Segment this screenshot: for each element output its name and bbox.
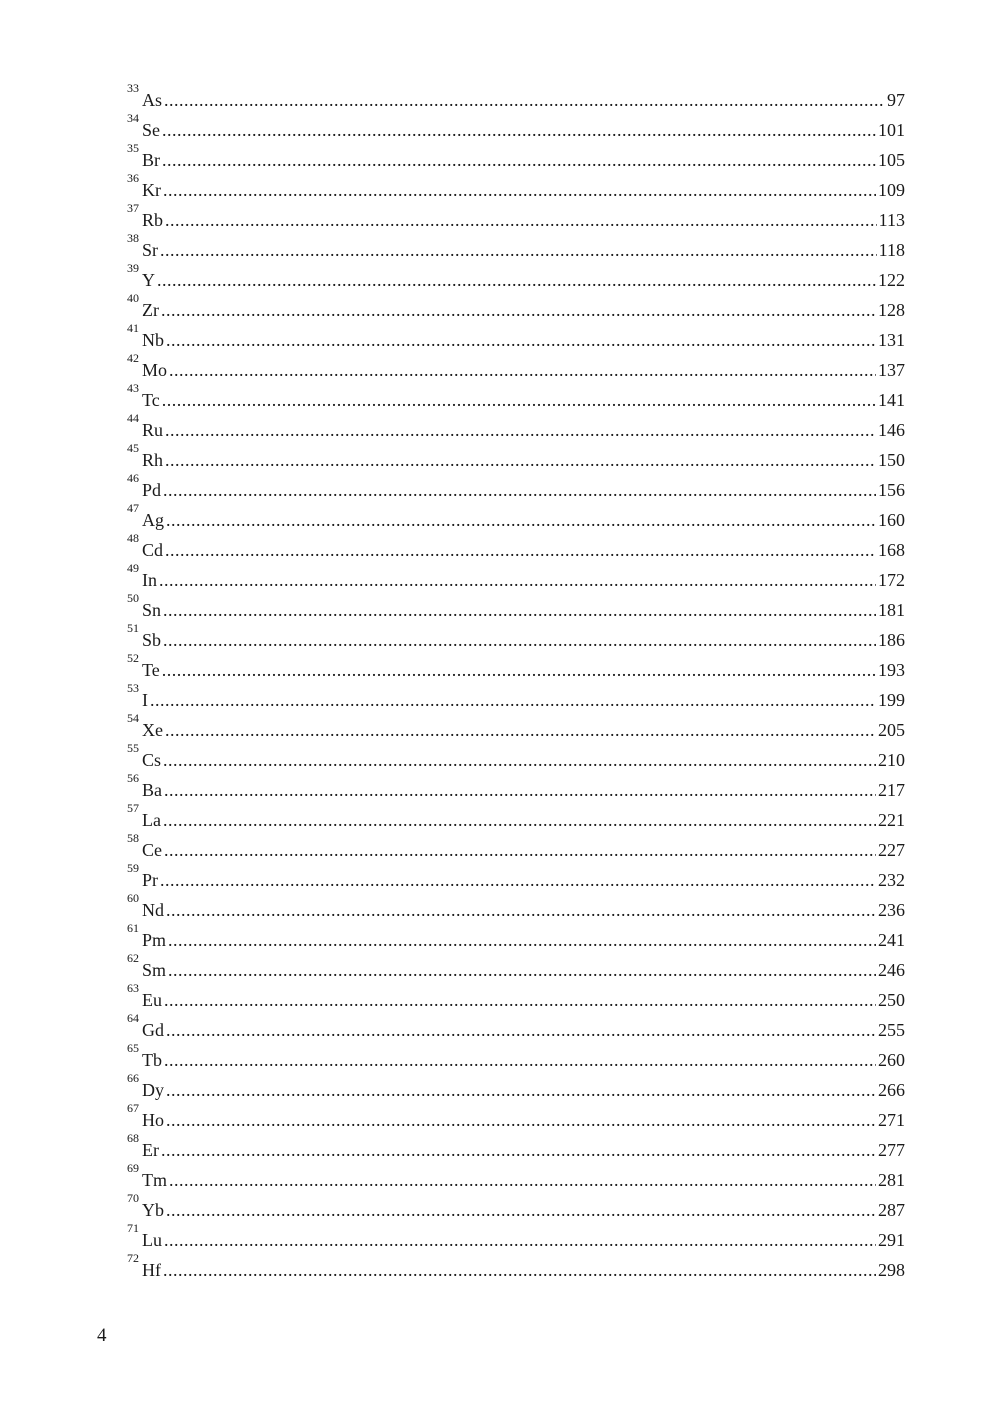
atomic-number: 48 xyxy=(127,531,139,545)
element-symbol: Br xyxy=(142,150,160,170)
element-symbol: Xe xyxy=(142,720,163,740)
element-symbol: Tm xyxy=(142,1170,167,1190)
dot-leader xyxy=(165,415,876,445)
toc-entry[interactable] xyxy=(127,680,905,710)
dot-leader xyxy=(163,805,876,835)
dot-leader xyxy=(163,625,876,655)
dot-leader xyxy=(166,1015,876,1045)
page-reference: 205 xyxy=(878,720,905,740)
toc-entry[interactable] xyxy=(127,170,905,200)
toc-entry[interactable] xyxy=(127,80,905,110)
page-reference: 128 xyxy=(878,300,905,320)
page-reference: 109 xyxy=(878,180,905,200)
toc-entry[interactable] xyxy=(127,710,905,740)
page-reference: 221 xyxy=(878,810,905,830)
dot-leader xyxy=(157,265,876,295)
dot-leader xyxy=(164,985,876,1015)
atomic-number: 60 xyxy=(127,891,139,905)
dot-leader xyxy=(164,1045,876,1075)
element-symbol: Ho xyxy=(142,1110,164,1130)
page-reference: 105 xyxy=(878,150,905,170)
atomic-number: 35 xyxy=(127,141,139,155)
page-reference: 255 xyxy=(878,1020,905,1040)
atomic-number: 66 xyxy=(127,1071,139,1085)
dot-leader xyxy=(168,955,876,985)
atomic-number: 61 xyxy=(127,921,139,935)
page-reference: 141 xyxy=(878,390,905,410)
atomic-number: 68 xyxy=(127,1131,139,1145)
dot-leader xyxy=(166,895,876,925)
page-reference: 241 xyxy=(878,930,905,950)
toc-entry[interactable] xyxy=(127,1100,905,1130)
page-reference: 232 xyxy=(878,870,905,890)
toc-entry[interactable] xyxy=(127,860,905,890)
dot-leader xyxy=(165,445,876,475)
page-reference: 271 xyxy=(878,1110,905,1130)
element-symbol: Hf xyxy=(142,1260,161,1280)
element-symbol: Dy xyxy=(142,1080,164,1100)
element-symbol: Ce xyxy=(142,840,162,860)
page-reference: 168 xyxy=(878,540,905,560)
atomic-number: 33 xyxy=(127,81,139,95)
toc-entry[interactable] xyxy=(127,140,905,170)
toc-entry[interactable] xyxy=(127,950,905,980)
atomic-number: 69 xyxy=(127,1161,139,1175)
atomic-number: 43 xyxy=(127,381,139,395)
page-reference: 146 xyxy=(878,420,905,440)
page-reference: 266 xyxy=(878,1080,905,1100)
element-symbol: Se xyxy=(142,120,160,140)
page-reference: 131 xyxy=(878,330,905,350)
atomic-number: 34 xyxy=(127,111,139,125)
dot-leader xyxy=(161,1135,876,1165)
element-symbol: Tc xyxy=(142,390,160,410)
atomic-number: 36 xyxy=(127,171,139,185)
toc-entry[interactable] xyxy=(127,200,905,230)
page-reference: 101 xyxy=(878,120,905,140)
atomic-number: 37 xyxy=(127,201,139,215)
element-symbol: Y xyxy=(142,270,155,290)
toc-entry[interactable] xyxy=(127,590,905,620)
element-label xyxy=(127,1250,161,1285)
element-symbol: Tb xyxy=(142,1050,162,1070)
page-reference: 246 xyxy=(878,960,905,980)
atomic-number: 41 xyxy=(127,321,139,335)
element-symbol: Cd xyxy=(142,540,164,560)
page-reference: 217 xyxy=(878,780,905,800)
atomic-number: 49 xyxy=(127,561,139,575)
toc-entry[interactable] xyxy=(127,980,905,1010)
element-symbol: Ba xyxy=(142,780,162,800)
dot-leader xyxy=(168,925,876,955)
element-symbol: La xyxy=(142,810,161,830)
element-symbol: Nb xyxy=(142,330,164,350)
element-symbol: Te xyxy=(142,660,160,680)
dot-leader xyxy=(160,865,876,895)
dot-leader xyxy=(165,535,876,565)
toc-entry[interactable] xyxy=(127,380,905,410)
dot-leader xyxy=(164,1225,876,1255)
dot-leader xyxy=(163,475,876,505)
atomic-number: 54 xyxy=(127,711,139,725)
element-symbol: Zr xyxy=(142,300,159,320)
element-symbol: Sn xyxy=(142,600,162,620)
toc-entry[interactable] xyxy=(127,800,905,830)
atomic-number: 59 xyxy=(127,861,139,875)
page-reference: 113 xyxy=(878,210,905,230)
page-reference: 172 xyxy=(878,570,905,590)
dot-leader xyxy=(166,505,876,535)
atomic-number: 71 xyxy=(127,1221,139,1235)
element-symbol: Ag xyxy=(142,510,164,530)
toc-entry[interactable] xyxy=(127,890,905,920)
page-reference: 122 xyxy=(878,270,905,290)
dot-leader xyxy=(159,565,876,595)
toc-entry[interactable] xyxy=(127,830,905,860)
atomic-number: 46 xyxy=(127,471,139,485)
atomic-number: 53 xyxy=(127,681,139,695)
toc-entry[interactable] xyxy=(127,1220,905,1250)
element-symbol: Pr xyxy=(142,870,159,890)
dot-leader xyxy=(161,295,876,325)
dot-leader xyxy=(166,1195,876,1225)
atomic-number: 55 xyxy=(127,741,139,755)
atomic-number: 58 xyxy=(127,831,139,845)
toc-entry[interactable] xyxy=(127,650,905,680)
element-symbol: Gd xyxy=(142,1020,164,1040)
atomic-number: 42 xyxy=(127,351,139,365)
page-reference: 160 xyxy=(878,510,905,530)
atomic-number: 72 xyxy=(127,1251,139,1265)
atomic-number: 52 xyxy=(127,651,139,665)
dot-leader xyxy=(164,775,876,805)
toc-entry[interactable] xyxy=(127,1250,905,1280)
atomic-number: 51 xyxy=(127,621,139,635)
toc-entry[interactable] xyxy=(127,1010,905,1040)
element-symbol: Yb xyxy=(142,1200,164,1220)
toc-entry[interactable] xyxy=(127,770,905,800)
atomic-number: 44 xyxy=(127,411,139,425)
toc-entry[interactable] xyxy=(127,470,905,500)
toc-entry[interactable] xyxy=(127,230,905,260)
toc-entry[interactable] xyxy=(127,1190,905,1220)
atomic-number: 63 xyxy=(127,981,139,995)
toc-entry[interactable] xyxy=(127,1130,905,1160)
page-reference: 181 xyxy=(878,600,905,620)
atomic-number: 38 xyxy=(127,231,139,245)
page-reference: 97 xyxy=(887,90,905,110)
page-reference: 260 xyxy=(878,1050,905,1070)
dot-leader xyxy=(165,715,876,745)
dot-leader xyxy=(162,655,876,685)
element-symbol: Eu xyxy=(142,990,162,1010)
element-symbol: Rb xyxy=(142,210,164,230)
atomic-number: 56 xyxy=(127,771,139,785)
dot-leader xyxy=(160,235,877,265)
page-reference: 118 xyxy=(878,240,905,260)
toc-entry[interactable] xyxy=(127,320,905,350)
toc-entry[interactable] xyxy=(127,290,905,320)
page-reference: 287 xyxy=(878,1200,905,1220)
element-symbol: Kr xyxy=(142,180,161,200)
page-reference: 193 xyxy=(878,660,905,680)
page-reference: 277 xyxy=(878,1140,905,1160)
table-of-contents xyxy=(127,80,905,1280)
toc-entry[interactable] xyxy=(127,560,905,590)
element-symbol: I xyxy=(142,690,148,710)
page-reference: 137 xyxy=(878,360,905,380)
atomic-number: 40 xyxy=(127,291,139,305)
dot-leader xyxy=(163,745,876,775)
page-reference: 291 xyxy=(878,1230,905,1250)
dot-leader xyxy=(164,85,885,115)
toc-entry[interactable] xyxy=(127,260,905,290)
atomic-number: 65 xyxy=(127,1041,139,1055)
element-symbol: Sb xyxy=(142,630,162,650)
dot-leader xyxy=(169,1165,876,1195)
page-reference: 150 xyxy=(878,450,905,470)
dot-leader xyxy=(166,1105,876,1135)
element-symbol: Cs xyxy=(142,750,162,770)
dot-leader xyxy=(166,1075,876,1105)
atomic-number: 47 xyxy=(127,501,139,515)
page-reference: 281 xyxy=(878,1170,905,1190)
page-reference: 156 xyxy=(878,480,905,500)
toc-entry[interactable] xyxy=(127,440,905,470)
page-reference: 236 xyxy=(878,900,905,920)
page-number: 4 xyxy=(97,1325,107,1346)
dot-leader xyxy=(164,835,876,865)
atomic-number: 70 xyxy=(127,1191,139,1205)
page-reference: 210 xyxy=(878,750,905,770)
toc-entry[interactable] xyxy=(127,410,905,440)
toc-entry[interactable] xyxy=(127,920,905,950)
dot-leader xyxy=(163,595,876,625)
toc-entry[interactable] xyxy=(127,1160,905,1190)
element-symbol: Rh xyxy=(142,450,164,470)
toc-entry[interactable] xyxy=(127,620,905,650)
toc-entry[interactable] xyxy=(127,350,905,380)
dot-leader xyxy=(165,205,877,235)
dot-leader xyxy=(163,1255,876,1285)
element-symbol: Sm xyxy=(142,960,167,980)
element-symbol: Nd xyxy=(142,900,164,920)
page-reference: 199 xyxy=(878,690,905,710)
element-symbol: As xyxy=(142,90,163,110)
page-reference: 298 xyxy=(878,1260,905,1280)
element-symbol: Mo xyxy=(142,360,168,380)
toc-entry[interactable] xyxy=(127,110,905,140)
atomic-number: 50 xyxy=(127,591,139,605)
dot-leader xyxy=(166,325,876,355)
element-symbol: In xyxy=(142,570,157,590)
element-symbol: Pm xyxy=(142,930,167,950)
toc-entry[interactable] xyxy=(127,500,905,530)
toc-entry[interactable] xyxy=(127,740,905,770)
dot-leader xyxy=(162,145,876,175)
dot-leader xyxy=(162,385,876,415)
page-reference: 250 xyxy=(878,990,905,1010)
element-symbol: Pd xyxy=(142,480,162,500)
atomic-number: 57 xyxy=(127,801,139,815)
dot-leader xyxy=(162,115,876,145)
element-symbol: Sr xyxy=(142,240,159,260)
dot-leader xyxy=(169,355,876,385)
toc-entry[interactable] xyxy=(127,1040,905,1070)
atomic-number: 64 xyxy=(127,1011,139,1025)
atomic-number: 45 xyxy=(127,441,139,455)
dot-leader xyxy=(163,175,876,205)
element-symbol: Er xyxy=(142,1140,159,1160)
page-reference: 186 xyxy=(878,630,905,650)
element-symbol: Ru xyxy=(142,420,164,440)
toc-entry[interactable] xyxy=(127,1070,905,1100)
atomic-number: 39 xyxy=(127,261,139,275)
element-symbol: Lu xyxy=(142,1230,162,1250)
atomic-number: 67 xyxy=(127,1101,139,1115)
page-reference: 227 xyxy=(878,840,905,860)
atomic-number: 62 xyxy=(127,951,139,965)
toc-entry[interactable] xyxy=(127,530,905,560)
dot-leader xyxy=(150,685,876,715)
